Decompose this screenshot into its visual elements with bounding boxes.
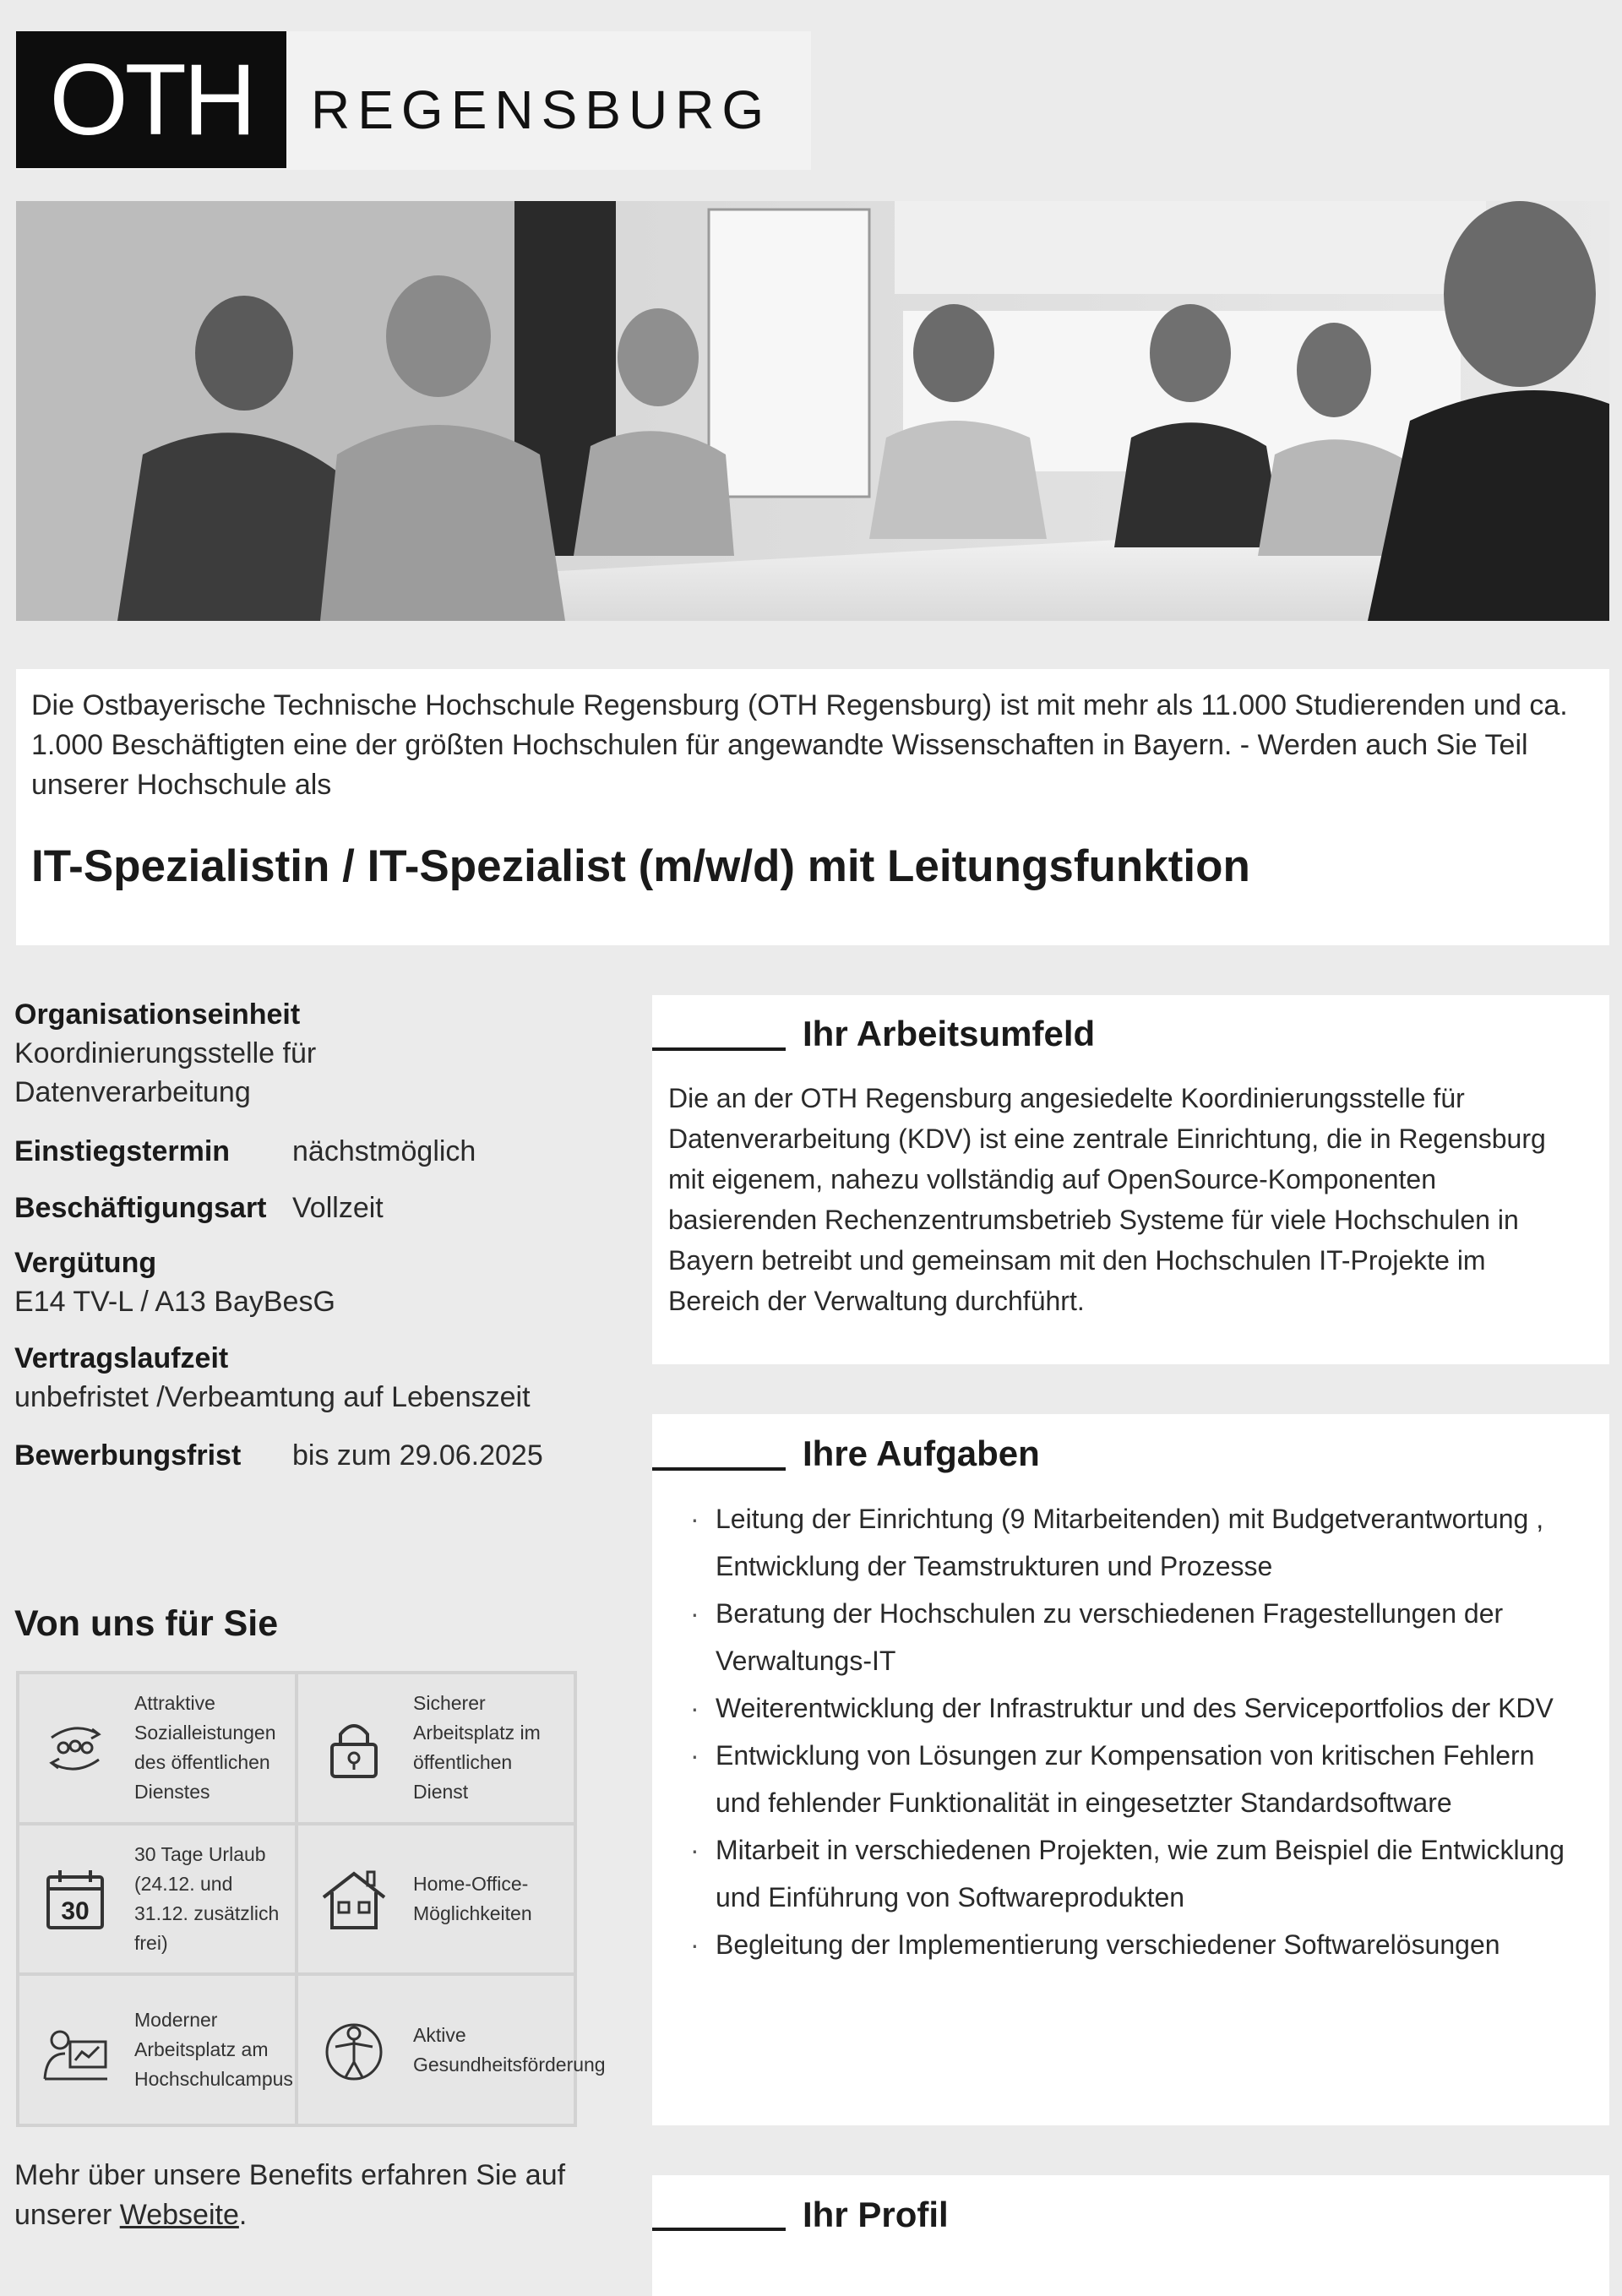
benefit-home-office (297, 1824, 575, 1975)
list-item: · Entwicklung von Lösungen zur Kompensation von kritischen Fehlern und fehlender Funktionalität in eingesetzter Standardsoftware (668, 1732, 1585, 1826)
social-benefits-icon (40, 1712, 111, 1783)
benefit-modern-workplace (18, 1974, 297, 2125)
hero-photo (16, 201, 1609, 621)
section-rule (652, 1047, 786, 1051)
deadline-value: bis zum 29.06.2025 (292, 1439, 543, 1472)
benefits-more-prefix: Mehr über unsere Benefits erfahren Sie auf unserer (14, 2159, 566, 2231)
pay-value: E14 TV-L / A13 BayBesG (14, 1286, 335, 1318)
list-item: · Mitarbeit in verschiedenen Projekten, wie zum Beispiel die Entwicklung und Einführung von Softwareprodukten (668, 1826, 1585, 1921)
health-icon (318, 2015, 389, 2086)
aufgaben-list (668, 1495, 1585, 1968)
padlock-icon (318, 1712, 389, 1783)
org-value: Koordinierungsstelle für Datenverarbeitung (14, 1037, 317, 1108)
list-item: · Leitung der Einrichtung (9 Mitarbeitenden) mit Budgetverantwortung , Entwicklung der Teamstrukturen und Prozesse (668, 1495, 1585, 1590)
type-label: Beschäftigungsart (14, 1192, 267, 1224)
intro-text: Die Ostbayerische Technische Hochschule Regensburg (OTH Regensburg) ist mit mehr als 11.000 Studierenden und ca. 1.000 Beschäftigten eine der größten Hochschulen für angewandte Wissenschaften in Bayern. - Werden auch Sie Teil unserer Hochschule als (31, 689, 1568, 801)
deadline-label: Bewerbungsfrist (14, 1439, 242, 1472)
home-office-icon (318, 1863, 389, 1934)
section-rule (652, 2228, 786, 2231)
calendar-icon-label: 30 (61, 1896, 90, 1925)
org-label: Organisationseinheit (14, 998, 301, 1031)
profil-title: Ihr Profil (803, 2195, 949, 2234)
profil-panel (652, 2175, 1609, 2296)
benefits-more-text (14, 2156, 572, 2235)
job-info (14, 995, 572, 1112)
benefits-website-link[interactable]: Webseite (119, 2199, 239, 2231)
start-label: Einstiegstermin (14, 1135, 231, 1167)
aufgaben-list-wrap (668, 1495, 1585, 1968)
term-value: unbefristet /Verbeamtung auf Lebenszeit (14, 1381, 531, 1413)
arbeitsumfeld-title: Ihr Arbeitsumfeld (803, 1014, 1096, 1053)
aufgaben-title: Ihre Aufgaben (803, 1434, 1040, 1473)
list-item: · Beratung der Hochschulen zu verschiedenen Fragestellungen der Verwaltungs-IT (668, 1590, 1585, 1684)
section-rule (652, 1467, 786, 1471)
workplace-icon (40, 2015, 111, 2086)
list-item: · Weiterentwicklung der Infrastruktur und des Serviceportfolios der KDV (668, 1684, 1585, 1732)
job-title: IT-Spezialistin / IT-Spezialist (m/w/d) mit Leitungsfunktion (31, 841, 1250, 891)
logo-mark: OTH (49, 43, 253, 156)
term-label: Vertragslaufzeit (14, 1342, 229, 1374)
calendar-icon (40, 1863, 111, 1934)
arbeitsumfeld-text: Die an der OTH Regensburg angesiedelte Koordinierungsstelle für Datenverarbeitung (KDV) ist eine zentrale Einrichtung, die in Regensburg mit eigenem, nahezu vollständig auf OpenSource-Komponenten basierenden Rechenzentrumsbetrieb Systeme für viele Hochschulen in Bayern betreibt und gemeinsam mit den Hochschulen IT-Projekte im Bereich der Verwaltung durchführt. (668, 1083, 1546, 1316)
benefit-text: Home-Office-Möglichkeiten (413, 1872, 532, 1924)
benefit-secure-job (297, 1673, 575, 1824)
benefit-text: Aktive Gesundheitsförderung (413, 2023, 606, 2076)
benefit-text: Sicherer Arbeitsplatz im öffentlichen Dienst (413, 1692, 541, 1804)
benefit-social (18, 1673, 297, 1824)
benefit-text: Attraktive Sozialleistungen des öffentlichen Dienstes (134, 1692, 276, 1804)
start-value: nächstmöglich (292, 1135, 476, 1167)
team-meeting-photo (16, 201, 1609, 621)
list-item: · Begleitung der Implementierung verschiedener Softwarelösungen (668, 1921, 1585, 1968)
benefits-title: Von uns für Sie (14, 1603, 279, 1644)
benefits-more-suffix: . (238, 2199, 248, 2231)
benefit-health (297, 1974, 606, 2125)
benefit-text: 30 Tage Urlaub (24.12. und 31.12. zusätzlich frei) (134, 1842, 280, 1954)
benefit-text: Moderner Arbeitsplatz am Hochschulcampus (134, 2009, 293, 2091)
benefits-grid (16, 1671, 606, 2127)
pay-label: Vergütung (14, 1247, 157, 1279)
benefit-vacation (18, 1824, 297, 1975)
type-value: Vollzeit (292, 1192, 384, 1224)
logo-city-name: REGENSBURG (311, 79, 772, 140)
